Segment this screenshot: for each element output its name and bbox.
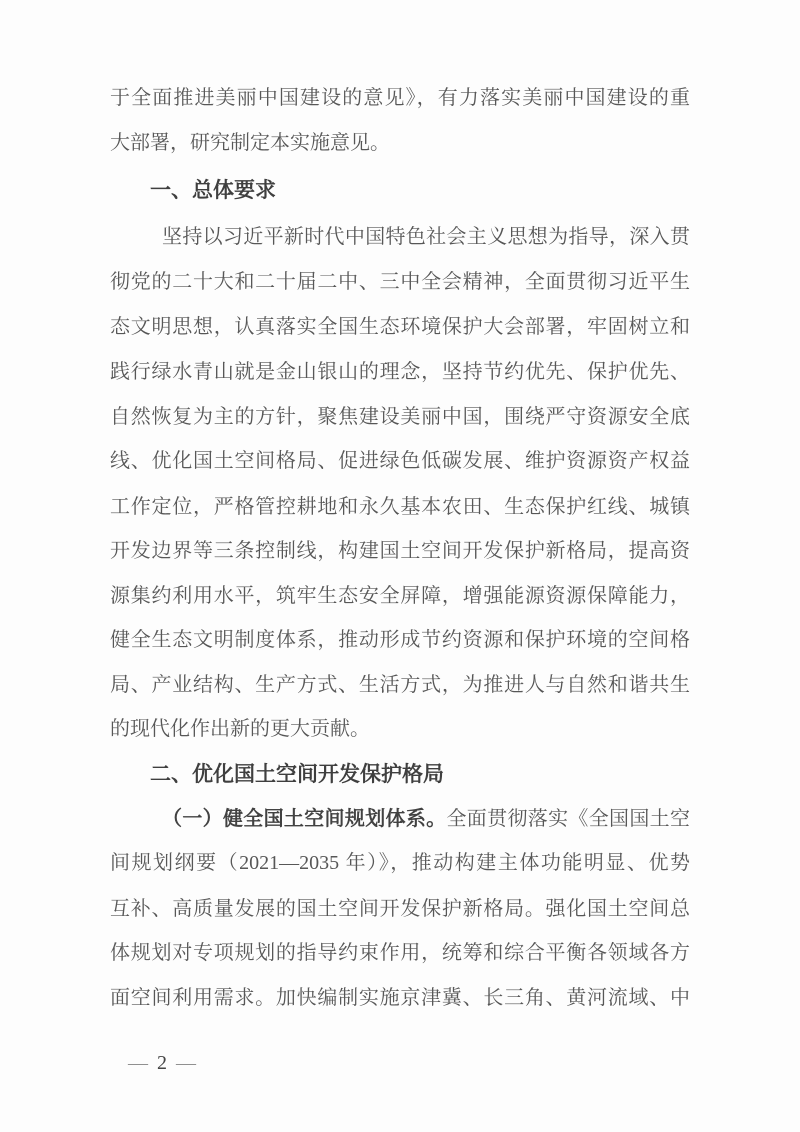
body-text-line: 践行绿水青山就是金山银山的理念，坚持节约优先、保护优先、 [110, 361, 690, 383]
body-text-line: 坚持以习近平新时代中国特色社会主义思想为指导，深入贯 [162, 226, 690, 248]
body-text-line: 体规划对专项规划的指导约束作用，统筹和综合平衡各领域各方 [110, 942, 690, 964]
body-text-line: 局、产业结构、生产方式、生活方式，为推进人与自然和谐共生 [110, 674, 690, 696]
page-number-value: 2 [157, 1052, 167, 1074]
body-text-line: 彻党的二十大和二十届二中、三中全会精神，全面贯彻习近平生 [110, 271, 690, 293]
page-number-left-dash: — [128, 1052, 148, 1074]
page-number [128, 1048, 196, 1078]
page-number-right-dash: — [176, 1052, 196, 1074]
subsection-title: （一）健全国土空间规划体系。 [162, 808, 447, 830]
body-text-line: 态文明思想，认真落实全国生态环境保护大会部署，牢固树立和 [110, 316, 690, 338]
section-heading-overall-requirements: 一、总体要求 [150, 179, 276, 202]
paragraph-continuation-line: 于全面推进美丽中国建设的意见》，有力落实美丽中国建设的重 [110, 87, 690, 109]
paragraph-end-line: 大部署，研究制定本实施意见。 [110, 132, 390, 154]
body-text-line: 开发边界等三条控制线，构建国土空间开发保护新格局，提高资 [110, 540, 690, 562]
body-text-line: 互补、高质量发展的国土空间开发保护新格局。强化国土空间总 [110, 898, 690, 920]
body-text-line: 面空间利用需求。加快编制实施京津冀、长三角、黄河流域、中 [110, 987, 690, 1009]
body-text-line: 源集约利用水平，筑牢生态安全屏障，增强能源资源保障能力， [110, 585, 690, 607]
body-text: 全面贯彻落实《全国国土空 [446, 808, 691, 830]
body-text-line: 自然恢复为主的方针，聚焦建设美丽中国，围绕严守资源安全底 [110, 406, 690, 428]
body-text-line: 工作定位，严格管控耕地和永久基本农田、生态保护红线、城镇 [110, 496, 690, 518]
body-text-line: 健全生态文明制度体系，推动形成节约资源和保护环境的空间格 [110, 629, 690, 651]
body-text-line: 线、优化国土空间格局、促进绿色低碳发展、维护资源资产权益 [110, 450, 690, 472]
section-heading-spatial-pattern: 二、优化国土空间开发保护格局 [150, 763, 444, 786]
paragraph-end-line: 的现代化作出新的更大贡献。 [110, 718, 370, 740]
body-text-line: 间规划纲要（2021—2035 年）》，推动构建主体功能明显、优势 [110, 852, 690, 874]
subsection-lead-line [110, 803, 690, 835]
